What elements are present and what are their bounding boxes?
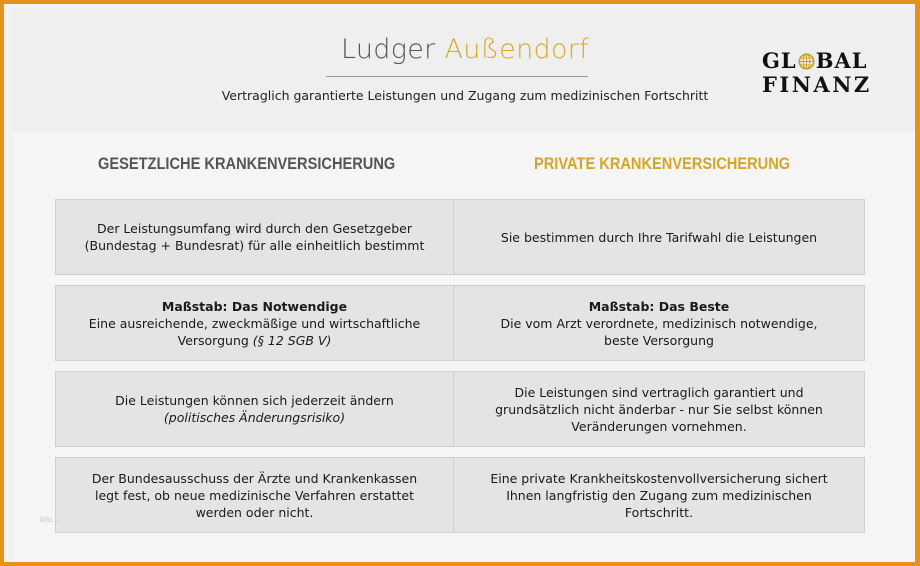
name-last: Außendorf [444,34,589,65]
cell-privat [454,372,864,446]
logo-text-finanz: FINANZ [762,72,872,97]
column-title-privat: PRIVATE KRANKENVERSICHERUNG [534,154,791,173]
title-underline [326,76,588,77]
cell-text: (Bundestag + Bundesrat) für alle einheitlich bestimmt [84,238,425,253]
cell-text: Der Bundesausschuss der Ärzte und Krankenkassen [91,470,418,486]
subtitle: Vertraglich garantierte Leistungen und Zugang zum medizinischen Fortschritt [221,88,709,103]
cell-note: (politisches Änderungsrisiko) [163,410,346,425]
cell-text: Ihnen langfristig den Zugang zum medizinischen [506,487,812,503]
cell-text: grundsätzlich nicht änderbar - nur Sie selbst können [495,401,823,417]
cell-heading: Maßstab: Das Beste [588,298,730,314]
comparison-row [55,371,865,447]
cell-gesetzlich [56,458,454,532]
logo-text-bal: BAL [815,48,868,73]
global-finanz-logo [762,48,874,98]
cell-privat [454,286,864,360]
cell-text: Der Leistungsumfang wird durch den Gesetzgeber [97,221,412,236]
name-first: Ludger [341,34,445,65]
cell-gesetzlich [56,286,454,360]
cell-text: beste Versorgung [604,332,714,348]
cell-gesetzlich [56,372,454,446]
cell-text: Versorgung [177,332,253,348]
cell-text: Die Leistungen können sich jederzeit ändern [115,393,394,408]
cell-text: Die Leistungen sind vertraglich garantiert und [514,384,804,400]
globe-icon [798,53,815,70]
cell-heading: Maßstab: Das Notwendige [161,298,348,314]
cell-text: Fortschritt. [624,504,694,520]
cell-privat [454,458,864,532]
cell-text: werden oder nicht. [195,504,314,520]
cell-privat [454,200,864,274]
cell-text: Die vom Arzt verordnete, medizinisch notwendige, [500,315,818,331]
cell-text: Sie bestimmen durch Ihre Tarifwahl die Leistungen [500,229,818,245]
cell-reference: (§ 12 SGB V) [252,332,332,348]
cell-text: Eine ausreichende, zweckmäßige und wirtschaftliche [88,315,421,331]
column-title-gesetzlich: GESETZLICHE KRANKENVERSICHERUNG [98,154,396,173]
header [14,8,916,132]
comparison-row [55,285,865,361]
watermark: blo... [40,515,60,524]
comparison-row [55,199,865,275]
comparison-row [55,457,865,533]
cell-gesetzlich [56,200,454,274]
cell-text: Eine private Krankheitskostenvollversicherung sichert [490,470,828,486]
cell-text: legt fest, ob neue medizinische Verfahren erstattet [94,487,414,503]
cell-text: Veränderungen vornehmen. [571,418,747,434]
logo-text-gl: GL [762,48,797,73]
